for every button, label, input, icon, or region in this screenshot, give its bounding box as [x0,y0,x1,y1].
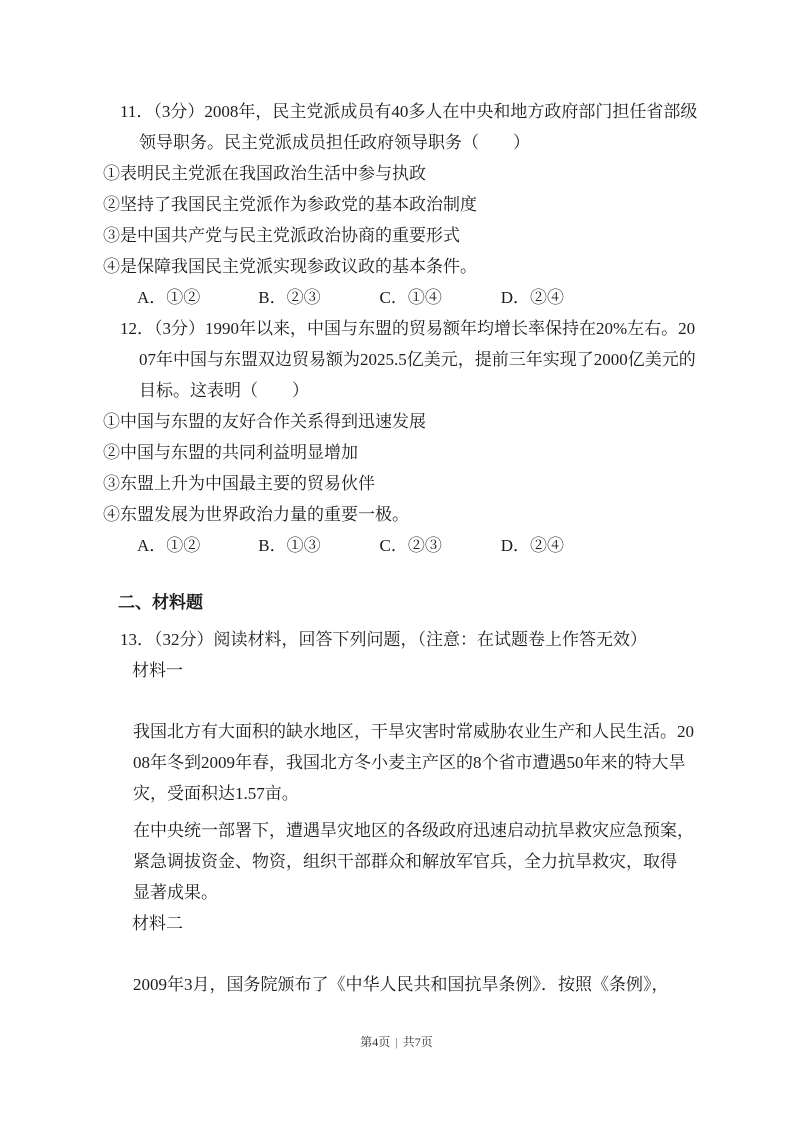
question-12-statement-3: ③东盟上升为中国最主要的贸易伙伴 [103,474,375,493]
question-12 [103,313,723,561]
material-1-para-1-line-1: 我国北方有大面积的缺水地区，干旱灾害时常威胁农业生产和人民生活。20 [133,722,694,741]
material-1-label: 材料一 [132,661,183,680]
question-11-stem-line-2: 领导职务。民主党派成员担任政府领导职务（ ） [139,133,530,152]
question-11-option-b: B．②③ [258,288,321,307]
material-1-para-1-line-2: 08年冬到2009年春，我国北方冬小麦主产区的8个省市遭遇50年来的特大旱 [133,753,686,772]
section-heading: 二、材料题 [118,593,203,612]
question-11-option-a: A．①② [137,288,201,307]
section-materials [103,587,723,1000]
question-11-options [137,282,723,313]
page-footer [0,1032,793,1052]
question-12-stem-line-2: 07年中国与东盟双边贸易额为2025.5亿美元，提前三年实现了2000亿美元的 [139,350,696,369]
question-11 [103,96,723,313]
question-11-option-d: D．②④ [500,288,565,307]
footer-page-number: 第4页 [360,1035,391,1049]
question-11-statement-1: ①表明民主党派在我国政治生活中参与执政 [103,164,426,183]
question-12-statement-2: ②中国与东盟的共同利益明显增加 [103,443,358,462]
question-12-option-d: D．②④ [500,536,565,555]
question-11-statement-2: ②坚持了我国民主党派作为参政党的基本政治制度 [103,195,477,214]
question-12-option-c: C．②③ [379,536,442,555]
footer-total-pages: 共7页 [402,1035,433,1049]
material-1-para-2-line-3: 显著成果。 [133,883,218,902]
material-2-label: 材料二 [132,914,183,933]
footer-separator: | [395,1035,398,1049]
question-12-statement-4: ④东盟发展为世界政治力量的重要一极。 [103,505,409,524]
question-11-stem-line-1: 11．（3分）2008年，民主党派成员有40多人在中央和地方政府部门担任省部级 [120,102,698,121]
question-12-options [137,530,723,561]
material-1-para-1-line-3: 灾，受面积达1.57亩。 [133,784,299,803]
question-11-statement-4: ④是保障我国民主党派实现参政议政的基本条件。 [103,257,477,276]
question-12-option-a: A．①② [137,536,201,555]
question-12-stem-line-3: 目标。这表明（ ） [139,381,309,400]
question-13-stem: 13．（32分）阅读材料，回答下列问题，（注意：在试题卷上作答无效） [120,630,647,649]
material-2-para-1-line-1: 2009年3月，国务院颁布了《中华人民共和国抗旱条例》．按照《条例》， [133,975,669,994]
question-12-stem-line-1: 12．（3分）1990年以来，中国与东盟的贸易额年均增长率保持在20%左右。20 [120,319,696,338]
material-1-para-2-line-2: 紧急调拔资金、物资，组织干部群众和解放军官兵，全力抗旱救灾，取得 [133,852,677,871]
question-11-statement-3: ③是中国共产党与民主党派政治协商的重要形式 [103,226,460,245]
question-12-statement-1: ①中国与东盟的友好合作关系得到迅速发展 [103,412,426,431]
question-12-option-b: B．①③ [258,536,321,555]
question-11-option-c: C．①④ [379,288,442,307]
material-1-para-2-line-1: 在中央统一部署下，遭遇旱灾地区的各级政府迅速启动抗旱救灾应急预案， [133,821,694,840]
